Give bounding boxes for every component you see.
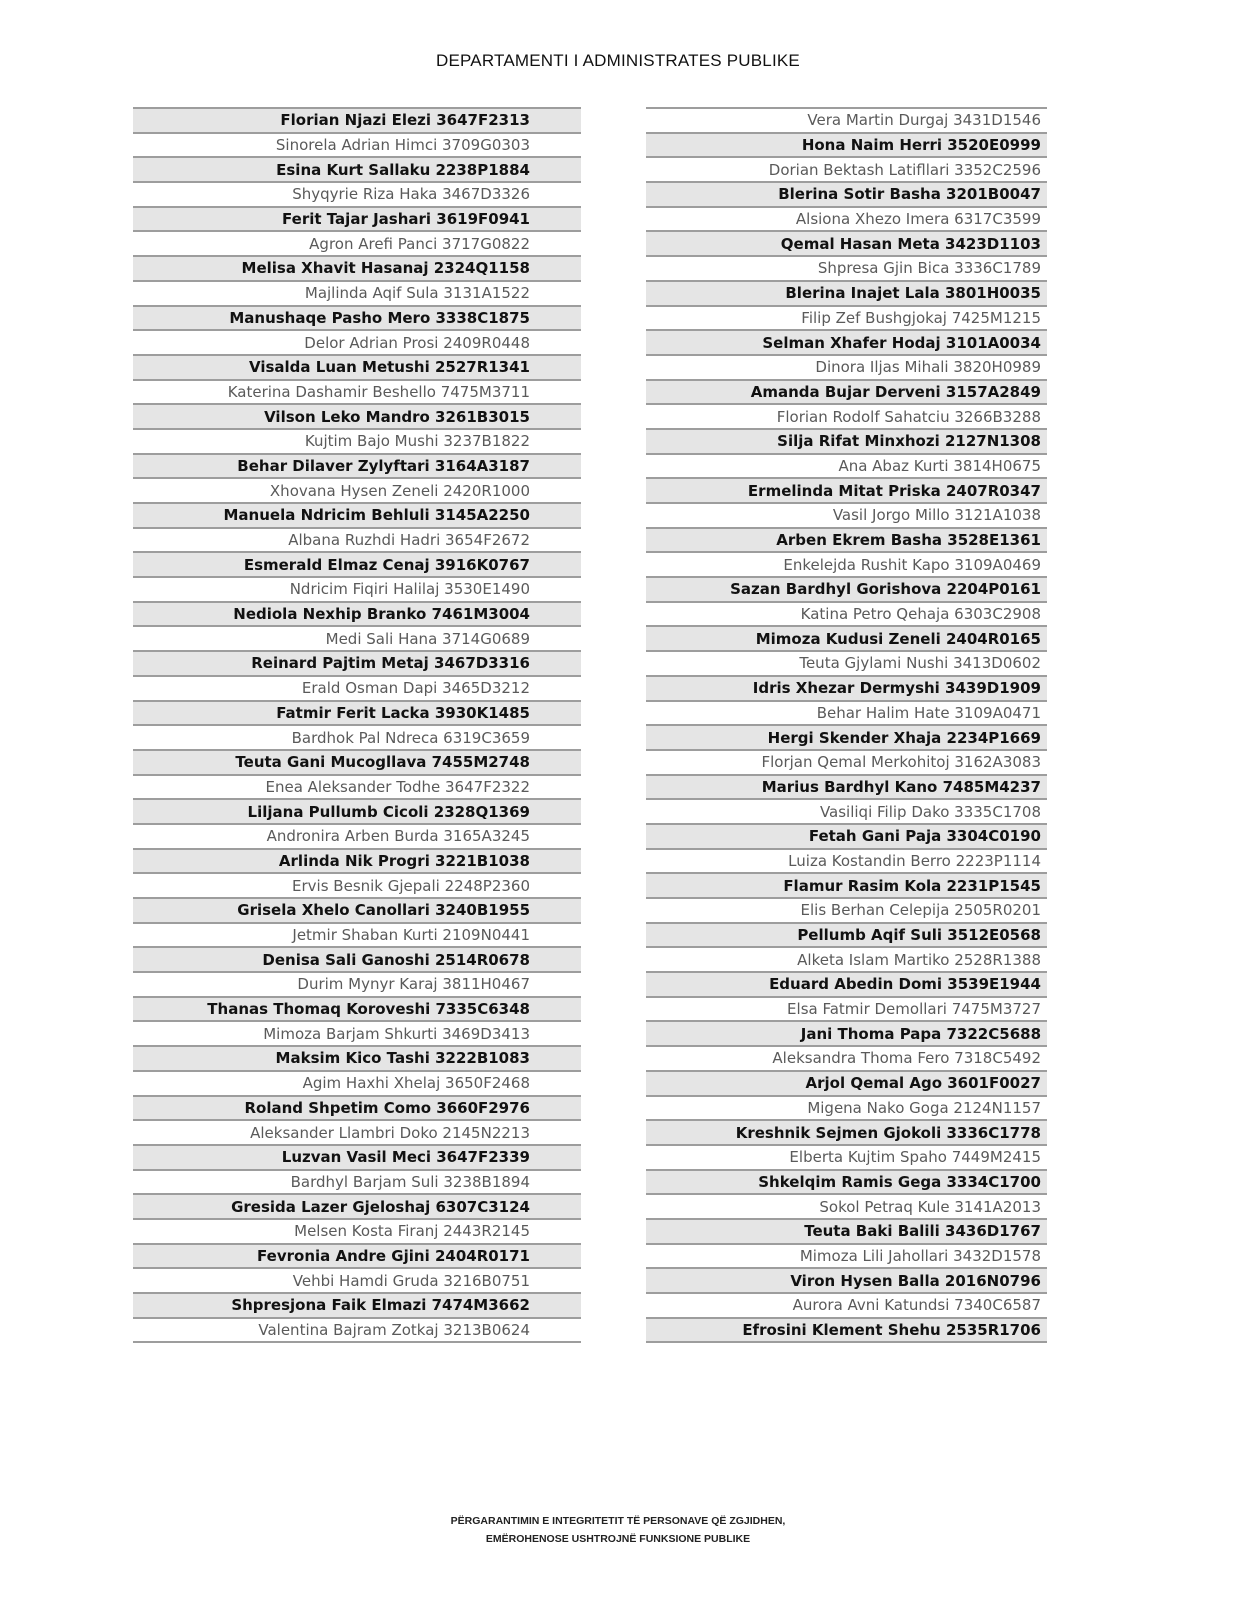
- list-item: Albana Ruzhdi Hadri 3654F2672: [133, 527, 581, 552]
- list-item: Teuta Gjylami Nushi 3413D0602: [646, 650, 1047, 675]
- left-name-column: [133, 107, 581, 1343]
- list-item: Marius Bardhyl Kano 7485M4237: [646, 774, 1047, 799]
- list-item: Elsa Fatmir Demollari 7475M3727: [646, 996, 1047, 1021]
- list-item: Amanda Bujar Derveni 3157A2849: [646, 379, 1047, 404]
- list-item: Kujtim Bajo Mushi 3237B1822: [133, 428, 581, 453]
- list-item: Qemal Hasan Meta 3423D1103: [646, 230, 1047, 255]
- list-item: Vasil Jorgo Millo 3121A1038: [646, 502, 1047, 527]
- column-bottom-rule: [133, 1341, 581, 1343]
- list-item: Hona Naim Herri 3520E0999: [646, 132, 1047, 157]
- list-item: Medi Sali Hana 3714G0689: [133, 625, 581, 650]
- list-item: Selman Xhafer Hodaj 3101A0034: [646, 329, 1047, 354]
- list-item: Behar Halim Hate 3109A0471: [646, 700, 1047, 725]
- list-item: Katina Petro Qehaja 6303C2908: [646, 601, 1047, 626]
- list-item: Maksim Kico Tashi 3222B1083: [133, 1045, 581, 1070]
- list-item: Elberta Kujtim Spaho 7449M2415: [646, 1144, 1047, 1169]
- list-item: Ferit Tajar Jashari 3619F0941: [133, 206, 581, 231]
- list-item: Alketa Islam Martiko 2528R1388: [646, 946, 1047, 971]
- list-item: Majlinda Aqif Sula 3131A1522: [133, 280, 581, 305]
- list-item: Aleksandra Thoma Fero 7318C5492: [646, 1045, 1047, 1070]
- list-item: Efrosini Klement Shehu 2535R1706: [646, 1317, 1047, 1342]
- list-item: Luzvan Vasil Meci 3647F2339: [133, 1144, 581, 1169]
- list-item: Andronira Arben Burda 3165A3245: [133, 823, 581, 848]
- list-item: Agron Arefi Panci 3717G0822: [133, 230, 581, 255]
- list-item: Roland Shpetim Como 3660F2976: [133, 1095, 581, 1120]
- list-item: Dorian Bektash Latifllari 3352C2596: [646, 156, 1047, 181]
- list-item: Arjol Qemal Ago 3601F0027: [646, 1070, 1047, 1095]
- list-item: Idris Xhezar Dermyshi 3439D1909: [646, 675, 1047, 700]
- list-item: Flamur Rasim Kola 2231P1545: [646, 872, 1047, 897]
- list-item: Aleksander Llambri Doko 2145N2213: [133, 1119, 581, 1144]
- list-item: Arlinda Nik Progri 3221B1038: [133, 848, 581, 873]
- list-item: Xhovana Hysen Zeneli 2420R1000: [133, 477, 581, 502]
- list-item: Agim Haxhi Xhelaj 3650F2468: [133, 1070, 581, 1095]
- list-item: Grisela Xhelo Canollari 3240B1955: [133, 897, 581, 922]
- list-item: Arben Ekrem Basha 3528E1361: [646, 527, 1047, 552]
- list-item: Denisa Sali Ganoshi 2514R0678: [133, 946, 581, 971]
- list-item: Jetmir Shaban Kurti 2109N0441: [133, 922, 581, 947]
- list-item: Aurora Avni Katundsi 7340C6587: [646, 1292, 1047, 1317]
- list-item: Erald Osman Dapi 3465D3212: [133, 675, 581, 700]
- list-item: Alsiona Xhezo Imera 6317C3599: [646, 206, 1047, 231]
- list-item: Teuta Gani Mucogllava 7455M2748: [133, 749, 581, 774]
- list-item: Ana Abaz Kurti 3814H0675: [646, 453, 1047, 478]
- right-name-column: [646, 107, 1047, 1343]
- list-item: Mimoza Kudusi Zeneli 2404R0165: [646, 625, 1047, 650]
- list-item: Enkelejda Rushit Kapo 3109A0469: [646, 551, 1047, 576]
- list-item: Sokol Petraq Kule 3141A2013: [646, 1193, 1047, 1218]
- list-item: Blerina Inajet Lala 3801H0035: [646, 280, 1047, 305]
- list-item: Jani Thoma Papa 7322C5688: [646, 1020, 1047, 1045]
- list-item: Elis Berhan Celepija 2505R0201: [646, 897, 1047, 922]
- list-item: Vehbi Hamdi Gruda 3216B0751: [133, 1267, 581, 1292]
- column-bottom-rule: [646, 1341, 1047, 1343]
- list-item: Migena Nako Goga 2124N1157: [646, 1095, 1047, 1120]
- list-item: Ndricim Fiqiri Halilaj 3530E1490: [133, 576, 581, 601]
- list-item: Blerina Sotir Basha 3201B0047: [646, 181, 1047, 206]
- list-item: Florjan Qemal Merkohitoj 3162A3083: [646, 749, 1047, 774]
- list-item: Sazan Bardhyl Gorishova 2204P0161: [646, 576, 1047, 601]
- list-item: Nediola Nexhip Branko 7461M3004: [133, 601, 581, 626]
- list-item: Vasiliqi Filip Dako 3335C1708: [646, 798, 1047, 823]
- list-item: Pellumb Aqif Suli 3512E0568: [646, 922, 1047, 947]
- list-item: Liljana Pullumb Cicoli 2328Q1369: [133, 798, 581, 823]
- list-item: Gresida Lazer Gjeloshaj 6307C3124: [133, 1193, 581, 1218]
- list-item: Viron Hysen Balla 2016N0796: [646, 1267, 1047, 1292]
- list-item: Bardhyl Barjam Suli 3238B1894: [133, 1169, 581, 1194]
- list-item: Behar Dilaver Zylyftari 3164A3187: [133, 453, 581, 478]
- list-item: Vilson Leko Mandro 3261B3015: [133, 403, 581, 428]
- list-item: Shkelqim Ramis Gega 3334C1700: [646, 1169, 1047, 1194]
- list-item: Teuta Baki Balili 3436D1767: [646, 1218, 1047, 1243]
- list-item: Durim Mynyr Karaj 3811H0467: [133, 971, 581, 996]
- list-item: Vera Martin Durgaj 3431D1546: [646, 107, 1047, 132]
- list-item: Manuela Ndricim Behluli 3145A2250: [133, 502, 581, 527]
- list-item: Florian Njazi Elezi 3647F2313: [133, 107, 581, 132]
- list-item: Bardhok Pal Ndreca 6319C3659: [133, 724, 581, 749]
- list-item: Kreshnik Sejmen Gjokoli 3336C1778: [646, 1119, 1047, 1144]
- list-item: Delor Adrian Prosi 2409R0448: [133, 329, 581, 354]
- list-item: Shpresa Gjin Bica 3336C1789: [646, 255, 1047, 280]
- list-item: Silja Rifat Minxhozi 2127N1308: [646, 428, 1047, 453]
- list-item: Hergi Skender Xhaja 2234P1669: [646, 724, 1047, 749]
- list-item: Luiza Kostandin Berro 2223P1114: [646, 848, 1047, 873]
- list-item: Melisa Xhavit Hasanaj 2324Q1158: [133, 255, 581, 280]
- list-item: Shpresjona Faik Elmazi 7474M3662: [133, 1292, 581, 1317]
- list-item: Mimoza Lili Jahollari 3432D1578: [646, 1243, 1047, 1268]
- list-item: Esina Kurt Sallaku 2238P1884: [133, 156, 581, 181]
- list-item: Valentina Bajram Zotkaj 3213B0624: [133, 1317, 581, 1342]
- list-item: Thanas Thomaq Koroveshi 7335C6348: [133, 996, 581, 1021]
- page-title: DEPARTAMENTI I ADMINISTRATES PUBLIKE: [436, 51, 800, 70]
- list-item: Katerina Dashamir Beshello 7475M3711: [133, 379, 581, 404]
- list-item: Mimoza Barjam Shkurti 3469D3413: [133, 1020, 581, 1045]
- list-item: Florian Rodolf Sahatciu 3266B3288: [646, 403, 1047, 428]
- list-item: Fatmir Ferit Lacka 3930K1485: [133, 700, 581, 725]
- list-item: Visalda Luan Metushi 2527R1341: [133, 354, 581, 379]
- footer-line-2: EMËROHENOSE USHTROJNË FUNKSIONE PUBLIKE: [485, 1533, 751, 1545]
- list-item: Melsen Kosta Firanj 2443R2145: [133, 1218, 581, 1243]
- list-item: Reinard Pajtim Metaj 3467D3316: [133, 650, 581, 675]
- list-item: Enea Aleksander Todhe 3647F2322: [133, 774, 581, 799]
- list-item: Shyqyrie Riza Haka 3467D3326: [133, 181, 581, 206]
- list-item: Dinora Iljas Mihali 3820H0989: [646, 354, 1047, 379]
- list-item: Fevronia Andre Gjini 2404R0171: [133, 1243, 581, 1268]
- list-item: Manushaqe Pasho Mero 3338C1875: [133, 305, 581, 330]
- list-item: Sinorela Adrian Himci 3709G0303: [133, 132, 581, 157]
- list-item: Esmerald Elmaz Cenaj 3916K0767: [133, 551, 581, 576]
- list-item: Filip Zef Bushgjokaj 7425M1215: [646, 305, 1047, 330]
- list-item: Ermelinda Mitat Priska 2407R0347: [646, 477, 1047, 502]
- list-item: Eduard Abedin Domi 3539E1944: [646, 971, 1047, 996]
- footer-line-1: PËRGARANTIMIN E INTEGRITETIT TË PERSONAVE QË ZGJIDHEN,: [450, 1515, 786, 1527]
- list-item: Ervis Besnik Gjepali 2248P2360: [133, 872, 581, 897]
- list-item: Fetah Gani Paja 3304C0190: [646, 823, 1047, 848]
